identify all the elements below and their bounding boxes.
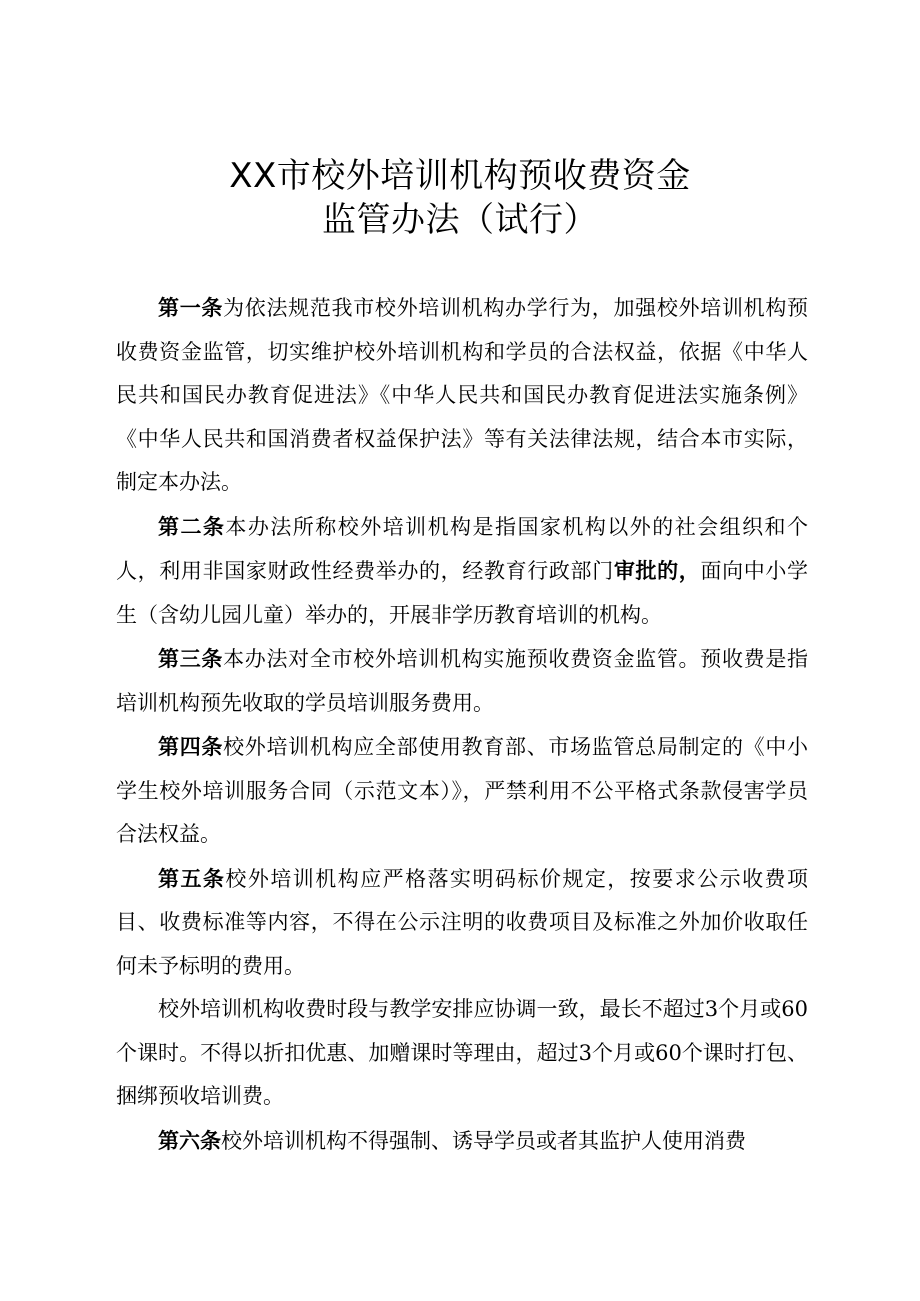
article-4-text: 校外培训机构应全部使用教育部、市场监管总局制定的《中小学生校外培训服务合同（示范文本）》，严禁利用不公平格式条款侵害学员合法权益。 <box>116 735 809 846</box>
article-5-heading: 第五条 <box>158 865 226 891</box>
article-6-paragraph <box>116 1119 808 1164</box>
article-5-text: 校外培训机构应严格落实明码标价规定，按要求公示收费项目、收费标准等内容，不得在公示注明的收费项目及标准之外加价收取任何未予标明的费用。 <box>116 866 809 978</box>
article-2-heading: 第二条 <box>158 513 226 539</box>
article-5-continuation-text: 校外培训机构收费时段与教学安排应协调一致，最长不超过3个月或60个课时。不得以折扣优惠、加赠课时等理由，超过3个月或60个课时打包、捆绑预收培训费。 <box>116 997 808 1108</box>
article-1-text: 为依法规范我市校外培训机构办学行为，加强校外培训机构预收费资金监管，切实维护校外培训机构和学员的合法权益，依据《中华人民共和国民办教育促进法》《中华人民共和国民办教育促进法实施条例》《中华人民共和国消费者权益保护法》等有关法律法规，结合本市实际，制定本办法。 <box>116 296 809 494</box>
article-1-paragraph <box>116 286 808 505</box>
article-1-heading: 第一条 <box>158 295 224 320</box>
article-2-text-before: 本办法所称校外培训机构是指国家机构以外的社会组织和个人，利用非国家财政性经费举办的，经教育行政部门 <box>116 514 809 583</box>
article-3-heading: 第三条 <box>158 646 224 671</box>
document-body <box>116 286 808 1163</box>
article-4-paragraph <box>116 725 808 857</box>
article-2-text-after: 面向中小学生（含幼儿园儿童）举办的，开展非学历教育培训的机构。 <box>116 559 809 627</box>
article-3-text: 本办法对全市校外培训机构实施预收费资金监管。预收费是指培训机构预先收取的学员培训服务费用。 <box>116 647 809 715</box>
article-3-paragraph <box>116 637 808 725</box>
document-title-line-2: 监管办法（试行） <box>322 200 598 240</box>
article-5-paragraph <box>116 857 808 989</box>
article-2-paragraph <box>116 505 808 638</box>
article-6-heading: 第六条 <box>158 1127 221 1153</box>
document-title-line-1: XX市校外培训机构预收费资金 <box>229 156 691 196</box>
article-6-text: 校外培训机构不得强制、诱导学员或者其监护人使用消费 <box>221 1128 746 1153</box>
article-5-continuation-paragraph <box>116 988 808 1119</box>
article-2-text-bold: 审批的， <box>613 558 701 583</box>
article-4-heading: 第四条 <box>158 734 224 759</box>
